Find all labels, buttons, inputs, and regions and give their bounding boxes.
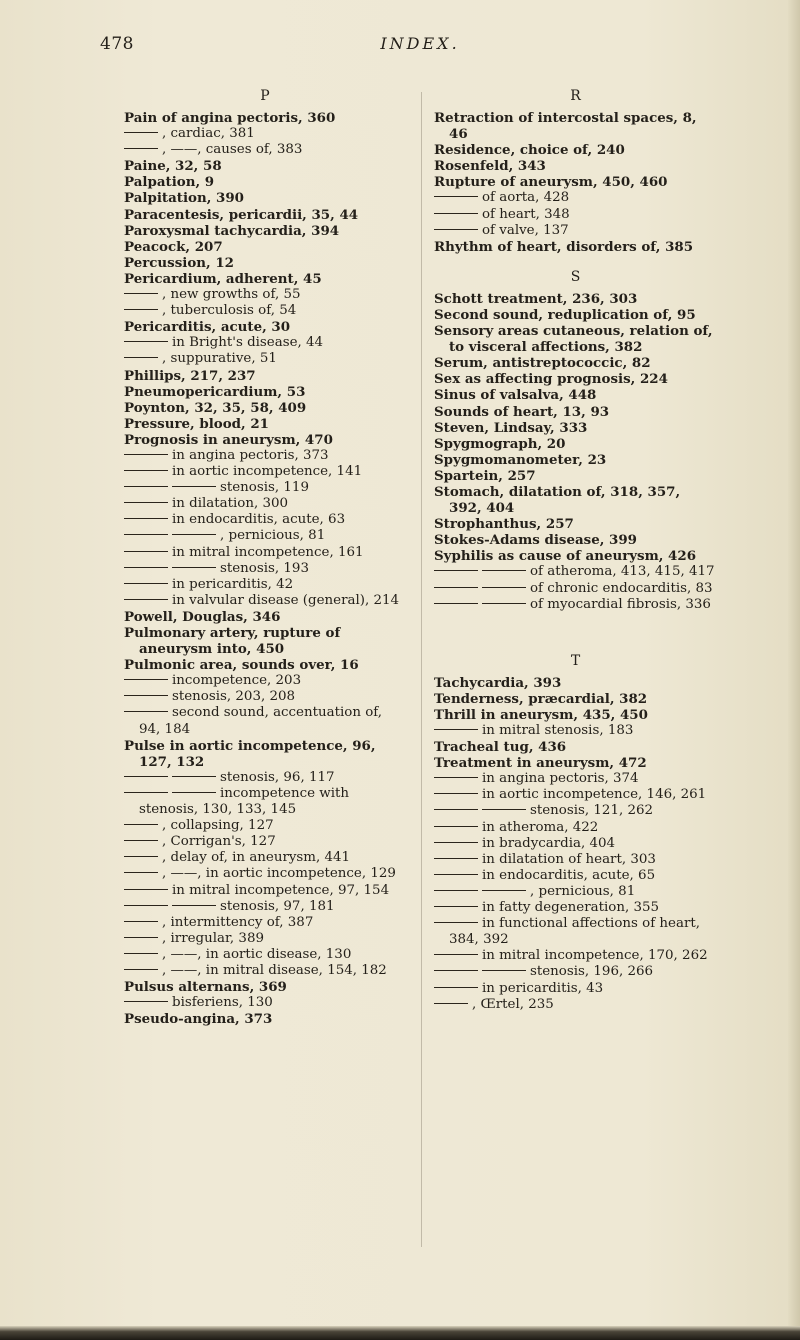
ditto-dash — [172, 905, 216, 906]
index-entry: , intermittency of, 387 — [124, 915, 406, 931]
section-letter-r: R — [570, 88, 581, 104]
index-entry: of heart, 348 — [434, 207, 717, 223]
page-number: 478 — [100, 34, 134, 54]
ditto-dash — [434, 987, 478, 988]
ditto-dash — [124, 309, 158, 310]
index-entry: , Corrigan's, 127 — [124, 834, 406, 850]
ditto-dash — [434, 1003, 468, 1004]
ditto-dash — [124, 534, 168, 535]
index-entry: second sound, accentuation of, 94, 184 — [124, 705, 406, 737]
ditto-dash — [124, 502, 168, 503]
ditto-dash — [434, 793, 478, 794]
index-entry: , new growths of, 55 — [124, 287, 406, 303]
page-bottom-edge — [0, 1326, 800, 1340]
index-entry: of myocardial fibrosis, 336 — [434, 597, 717, 613]
index-entry: , ——, in aortic incompetence, 129 — [124, 866, 406, 882]
index-entry: Peacock, 207 — [124, 238, 223, 255]
ditto-dash — [124, 148, 158, 149]
index-entry: in mitral incompetence, 170, 262 — [434, 948, 717, 964]
ditto-dash — [434, 842, 478, 843]
index-entry: Pseudo-angina, 373 — [124, 1011, 273, 1028]
index-entry: in dilatation of heart, 303 — [434, 852, 717, 868]
ditto-dash — [434, 777, 478, 778]
index-entry: , irregular, 389 — [124, 931, 406, 947]
index-entry: Poynton, 32, 35, 58, 409 — [124, 399, 307, 416]
index-entry: Tachycardia, 393 — [434, 674, 562, 691]
ditto-dash — [124, 679, 168, 680]
ditto-dash — [434, 906, 478, 907]
ditto-dash — [124, 293, 158, 294]
index-entry: Serum, antistreptococcic, 82 — [434, 355, 651, 372]
index-entry: , tuberculosis of, 54 — [124, 303, 406, 319]
ditto-dash — [124, 583, 168, 584]
ditto-dash — [124, 486, 168, 487]
ditto-dash — [124, 889, 168, 890]
ditto-dash — [434, 570, 478, 571]
index-entry: Residence, choice of, 240 — [434, 142, 625, 159]
index-entry: in fatty degeneration, 355 — [434, 900, 717, 916]
ditto-dash — [124, 357, 158, 358]
index-entry: Spartein, 257 — [434, 467, 536, 484]
ditto-dash — [482, 587, 526, 588]
index-entry: Stomach, dilatation of, 318, 357, 392, 404 — [434, 483, 681, 517]
index-entry: Paroxysmal tachycardia, 394 — [124, 222, 340, 239]
index-entry: Pain of angina pectoris, 360 — [124, 110, 336, 126]
index-entry: Pressure, blood, 21 — [124, 415, 269, 432]
index-entry: Pneumopericardium, 53 — [124, 383, 306, 400]
index-entry: Sex as affecting prognosis, 224 — [434, 371, 668, 388]
ditto-dash — [434, 213, 478, 214]
index-entry: of valve, 137 — [434, 223, 717, 239]
ditto-dash — [124, 953, 158, 954]
column-divider — [421, 92, 422, 1247]
index-entry: Schott treatment, 236, 303 — [434, 290, 638, 307]
index-entry: stenosis, 121, 262 — [434, 803, 717, 819]
ditto-dash — [124, 599, 168, 600]
index-entry: Pulse in aortic incompetence, 96, 127, 132 — [124, 737, 376, 770]
index-entry: incompetence with stenosis, 130, 133, 145 — [124, 786, 406, 818]
index-entry: in mitral incompetence, 161 — [124, 545, 406, 561]
ditto-dash — [124, 132, 158, 133]
index-entry: , pernicious, 81 — [124, 528, 406, 544]
index-entry: , collapsing, 127 — [124, 818, 406, 834]
ditto-dash — [482, 603, 526, 604]
ditto-dash — [124, 454, 168, 455]
ditto-dash — [124, 840, 158, 841]
ditto-dash — [482, 970, 526, 971]
index-entry: Palpitation, 390 — [124, 190, 244, 207]
index-entry: incompetence, 203 — [124, 673, 406, 689]
index-entry: in endocarditis, acute, 65 — [434, 868, 717, 884]
index-entry: Rosenfeld, 343 — [434, 158, 546, 175]
ditto-dash — [482, 809, 526, 810]
running-title: INDEX. — [380, 34, 460, 53]
index-entry: in functional affections of heart, 384, 392 — [434, 916, 717, 948]
ditto-dash — [172, 486, 216, 487]
ditto-dash — [124, 921, 158, 922]
ditto-dash — [124, 711, 168, 712]
section-letter-p: P — [260, 88, 270, 104]
index-entry: of aorta, 428 — [434, 190, 717, 206]
ditto-dash — [124, 695, 168, 696]
ditto-dash — [124, 567, 168, 568]
index-entry: Treatment in aneurysm, 472 — [434, 755, 647, 772]
index-entry: Percussion, 12 — [124, 254, 234, 271]
index-entry: , pernicious, 81 — [434, 884, 717, 900]
ditto-dash — [434, 729, 478, 730]
index-entry: in pericarditis, 42 — [124, 577, 406, 593]
index-entry: Thrill in aneurysm, 435, 450 — [434, 706, 648, 723]
index-entry: stenosis, 193 — [124, 561, 406, 577]
index-entry: Strophanthus, 257 — [434, 516, 574, 533]
index-entry: Pulmonary artery, rupture of aneurysm into, 450 — [124, 625, 341, 658]
index-entry: Tracheal tug, 436 — [434, 739, 567, 756]
index-entry: Syphilis as cause of aneurysm, 426 — [434, 548, 697, 565]
index-entry: Spygmograph, 20 — [434, 435, 566, 452]
index-entry: in pericarditis, 43 — [434, 981, 717, 997]
ditto-dash — [172, 792, 216, 793]
index-entry: Phillips, 217, 237 — [124, 367, 256, 384]
index-entry: Pericardium, adherent, 45 — [124, 270, 322, 287]
page-header — [100, 34, 740, 64]
index-entry: Pulmonic area, sounds over, 16 — [124, 657, 359, 674]
index-entry: in Bright's disease, 44 — [124, 335, 406, 351]
index-entry: , Œrtel, 235 — [434, 997, 717, 1013]
ditto-dash — [124, 872, 158, 873]
index-entry: Palpation, 9 — [124, 174, 215, 191]
ditto-dash — [434, 229, 478, 230]
ditto-dash — [124, 905, 168, 906]
ditto-dash — [434, 954, 478, 955]
index-entry: of atheroma, 413, 415, 417 — [434, 564, 717, 580]
ditto-dash — [124, 792, 168, 793]
index-entry: stenosis, 119 — [124, 480, 406, 496]
index-entry: Sensory areas cutaneous, relation of, to visceral affections, 382 — [434, 323, 713, 356]
index-entry: in dilatation, 300 — [124, 496, 406, 512]
index-entry: Sounds of heart, 13, 93 — [434, 403, 610, 420]
index-entry: stenosis, 196, 266 — [434, 964, 717, 980]
index-entry: in valvular disease (general), 214 — [124, 593, 406, 609]
ditto-dash — [434, 196, 478, 197]
ditto-dash — [434, 809, 478, 810]
index-entry: Spygmomanometer, 23 — [434, 451, 607, 468]
ditto-dash — [434, 858, 478, 859]
index-entry: , ——, in aortic disease, 130 — [124, 947, 406, 963]
index-entry: Retraction of intercostal spaces, 8, 46 — [434, 110, 697, 143]
ditto-dash — [124, 1001, 168, 1002]
index-entry: , suppurative, 51 — [124, 351, 406, 367]
index-entry: in mitral incompetence, 97, 154 — [124, 883, 406, 899]
ditto-dash — [434, 890, 478, 891]
index-entry: in mitral stenosis, 183 — [434, 723, 717, 739]
right-column — [434, 88, 717, 1013]
ditto-dash — [172, 776, 216, 777]
ditto-dash — [124, 856, 158, 857]
index-entry: , cardiac, 381 — [124, 126, 406, 142]
ditto-dash — [172, 534, 216, 535]
ditto-dash — [482, 890, 526, 891]
index-entry: , delay of, in aneurysm, 441 — [124, 850, 406, 866]
index-entry: Sinus of valsalva, 448 — [434, 387, 597, 404]
ditto-dash — [124, 937, 158, 938]
ditto-dash — [124, 551, 168, 552]
index-entry: Rupture of aneurysm, 450, 460 — [434, 174, 668, 191]
ditto-dash — [124, 341, 168, 342]
index-entry: stenosis, 203, 208 — [124, 689, 406, 705]
index-entry: in endocarditis, acute, 63 — [124, 512, 406, 528]
index-entry: Powell, Douglas, 346 — [124, 608, 281, 625]
ditto-dash — [434, 826, 478, 827]
index-entry: in atheroma, 422 — [434, 820, 717, 836]
index-entry: in aortic incompetence, 141 — [124, 464, 406, 480]
index-entry: Paine, 32, 58 — [124, 158, 222, 175]
ditto-dash — [172, 567, 216, 568]
index-entry: Rhythm of heart, disorders of, 385 — [434, 238, 694, 255]
section-letter-t: T — [570, 652, 581, 669]
ditto-dash — [434, 603, 478, 604]
index-entry: Stokes-Adams disease, 399 — [434, 532, 637, 549]
ditto-dash — [124, 518, 168, 519]
index-entry: Paracentesis, pericardii, 35, 44 — [124, 206, 359, 223]
index-entry: stenosis, 97, 181 — [124, 899, 406, 915]
page-side-edge — [788, 0, 800, 1340]
index-entry: Pericarditis, acute, 30 — [124, 319, 291, 336]
ditto-dash — [124, 470, 168, 471]
ditto-dash — [124, 969, 158, 970]
index-entry: Second sound, reduplication of, 95 — [434, 306, 696, 323]
ditto-dash — [482, 570, 526, 571]
ditto-dash — [434, 922, 478, 923]
ditto-dash — [434, 587, 478, 588]
index-entry: Tenderness, præcardial, 382 — [434, 690, 648, 707]
index-entry: in angina pectoris, 373 — [124, 448, 406, 464]
index-entry: in bradycardia, 404 — [434, 836, 717, 852]
index-entry: Steven, Lindsay, 333 — [434, 419, 588, 436]
index-entry: Pulsus alternans, 369 — [124, 979, 287, 996]
ditto-dash — [434, 874, 478, 875]
ditto-dash — [124, 776, 168, 777]
index-entry: in angina pectoris, 374 — [434, 771, 717, 787]
index-entry: stenosis, 96, 117 — [124, 770, 406, 786]
left-column — [124, 88, 406, 1027]
index-entry: , ——, in mitral disease, 154, 182 — [124, 963, 406, 979]
index-entry: , ——, causes of, 383 — [124, 142, 406, 158]
index-entry: Prognosis in aneurysm, 470 — [124, 431, 333, 448]
ditto-dash — [124, 824, 158, 825]
index-entry: bisferiens, 130 — [124, 995, 406, 1011]
index-entry: in aortic incompetence, 146, 261 — [434, 787, 717, 803]
index-entry: of chronic endocarditis, 83 — [434, 581, 717, 597]
section-letter-s: S — [570, 268, 581, 285]
ditto-dash — [434, 970, 478, 971]
